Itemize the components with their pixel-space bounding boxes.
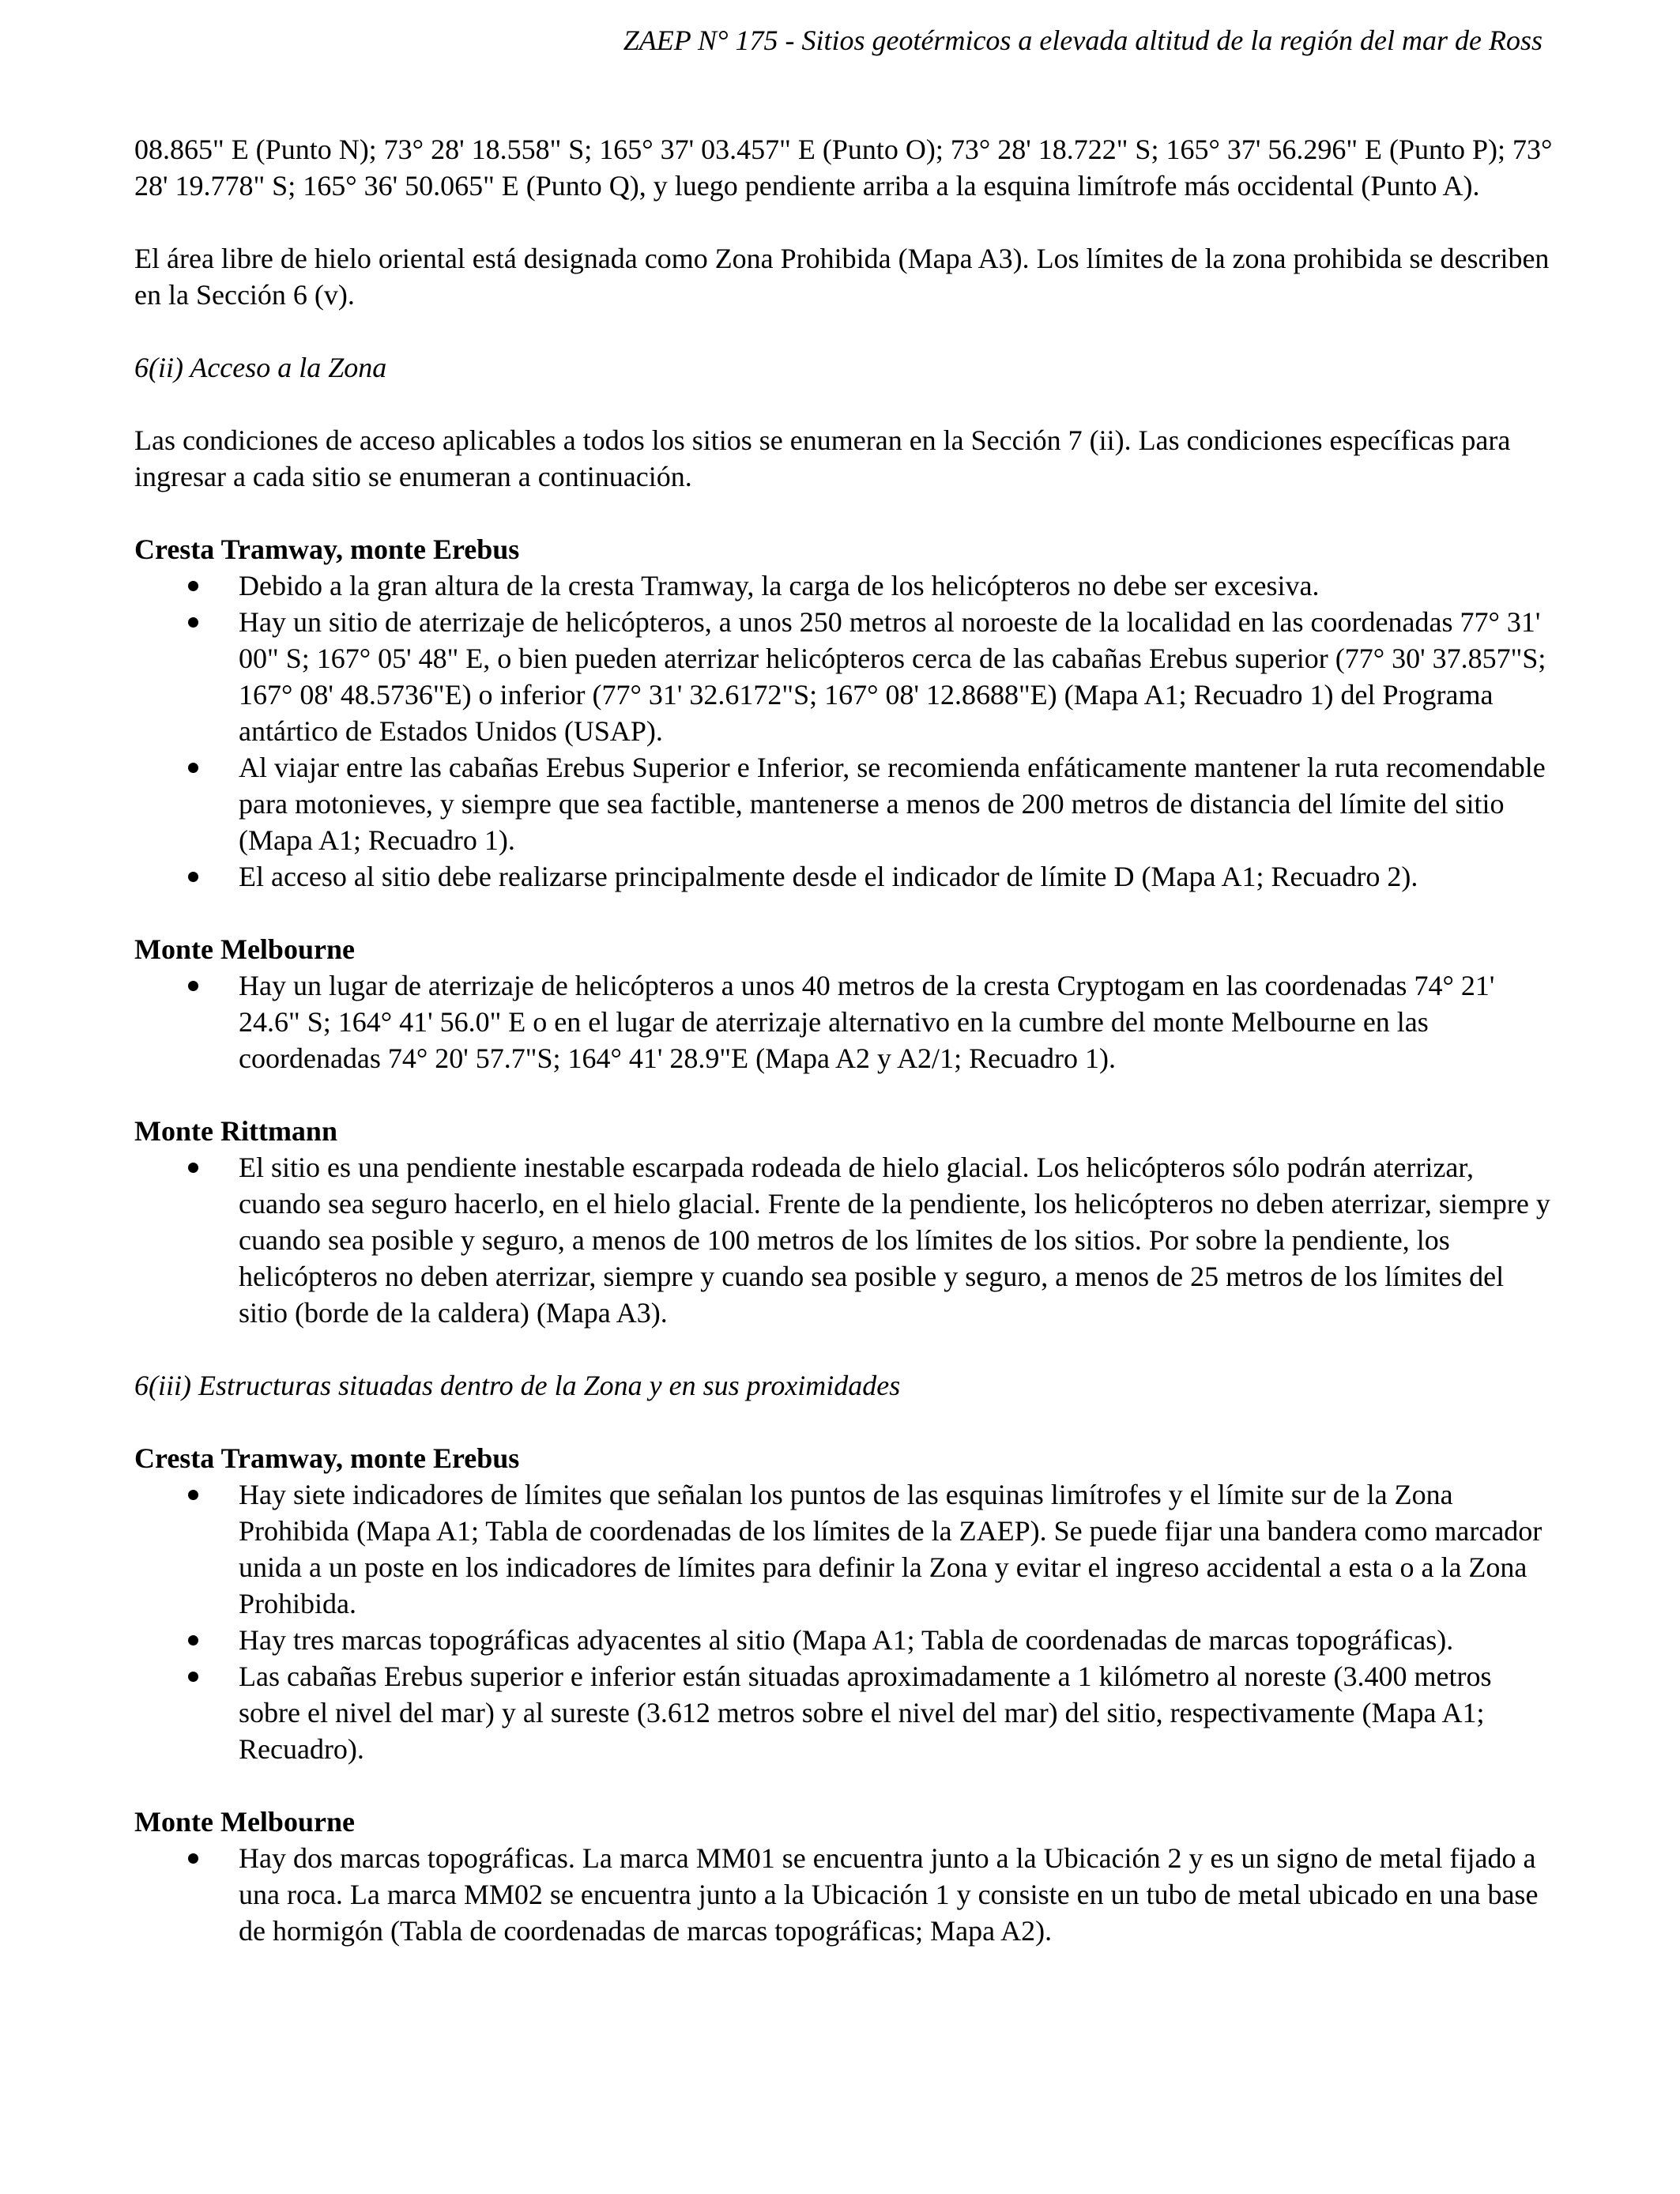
bullet-icon [188, 617, 198, 628]
list-item-text: El acceso al sitio debe realizarse principalmente desde el indicador de límite D (Mapa A1; Recuadro 2). [239, 861, 1418, 892]
list-item [134, 1840, 1557, 1949]
list-item [134, 1476, 1557, 1622]
list-item-text: Hay un lugar de aterrizaje de helicópteros a unos 40 metros de la cresta Cryptogam en las coordenadas 74° 21' 24.6" S; 164° 41' 56.0" E o en el lugar de aterrizaje alternativo en la cumbre del monte Melbourne en las coordenadas 74° 20' 57.7"S; 164° 41' 28.9"E (Mapa A2 y A2/1; Recuadro 1). [239, 970, 1495, 1074]
paragraph-boundary-points: 08.865" E (Punto N); 73° 28' 18.558" S; 165° 37' 03.457" E (Punto O); 73° 28' 18.722" S; 165° 37' 56.296" E (Punto P); 73° 28' 19.778" S; 165° 36' 50.065" E (Punto Q), y luego pendiente arriba a la esquina limítrofe más occidental (Punto A). [134, 134, 1553, 202]
bullet-icon [188, 1853, 198, 1864]
list-item-text: Al viajar entre las cabañas Erebus Superior e Inferior, se recomienda enfáticamente mantener la ruta recomendable para motonieves, y siempre que sea factible, mantenerse a menos de 200 metros de distancia del límite del sitio (Mapa A1; Recuadro 1). [239, 752, 1546, 856]
bullet-icon [188, 981, 198, 991]
bullet-icon [188, 581, 198, 591]
list-item [134, 858, 1557, 895]
bullet-icon [188, 1490, 198, 1500]
list-item-text: Hay siete indicadores de límites que señalan los puntos de las esquinas limítrofes y el límite sur de la Zona Prohibida (Mapa A1; Tabla de coordenadas de los límites de la ZAEP). Se puede fijar una bandera como marcador unida a un poste en los indicadores de límites para definir la Zona y evitar el ingreso accidental a esta o a la Zona Prohibida. [239, 1479, 1543, 1619]
structures-site-melbourne [134, 1804, 1557, 1949]
access-site-rittmann [134, 1113, 1557, 1331]
paragraph-access-intro: Las condiciones de acceso aplicables a todos los sitios se enumeran en la Sección 7 (ii). Las condiciones específicas para ingresar a cada sitio se enumeran a continuación. [134, 424, 1511, 492]
paragraph-prohibited-zone: El área libre de hielo oriental está designada como Zona Prohibida (Mapa A3). Los límites de la zona prohibida se describen en la Sección 6 (v). [134, 243, 1550, 311]
site-heading: Monte Melbourne [134, 1806, 355, 1838]
list-item-text: Las cabañas Erebus superior e inferior están situadas aproximadamente a 1 kilómetro al noreste (3.400 metros sobre el nivel del mar) y al sureste (3.612 metros sobre el nivel del mar) del sitio, respectivamente (Mapa A1; Recuadro). [239, 1661, 1492, 1765]
bullet-list [134, 567, 1557, 895]
list-item [134, 749, 1557, 858]
list-item [134, 567, 1557, 604]
list-item [134, 967, 1557, 1076]
access-site-melbourne [134, 931, 1557, 1076]
list-item-text: El sitio es una pendiente inestable escarpada rodeada de hielo glacial. Los helicópteros sólo podrán aterrizar, cuando sea seguro hacerlo, en el hielo glacial. Frente de la pendiente, los helicópteros no deben aterrizar, siempre y cuando sea posible y seguro, a menos de 100 metros de los límites de los sitios. Por sobre la pendiente, los helicópteros no deben aterrizar, siempre y cuando sea posible y seguro, a menos de 25 metros de los límites del sitio (borde de la caldera) (Mapa A3). [239, 1152, 1550, 1329]
list-item [134, 604, 1557, 749]
list-item [134, 1149, 1557, 1331]
document-body [134, 131, 1557, 1985]
list-item-text: Hay dos marcas topográficas. La marca MM01 se encuentra junto a la Ubicación 2 y es un signo de metal fijado a una roca. La marca MM02 se encuentra junto a la Ubicación 1 y consiste en un tubo de metal ubicado en una base de hormigón (Tabla de coordenadas de marcas topográficas; Mapa A2). [239, 1842, 1539, 1947]
bullet-icon [188, 872, 198, 882]
bullet-icon [188, 763, 198, 773]
section-heading-structures: 6(iii) Estructuras situadas dentro de la Zona y en sus proximidades [134, 1370, 901, 1401]
site-heading: Monte Melbourne [134, 933, 355, 965]
list-item-text: Debido a la gran altura de la cresta Tramway, la carga de los helicópteros no debe ser excesiva. [239, 570, 1320, 601]
site-heading: Monte Rittmann [134, 1115, 337, 1147]
access-site-tramway [134, 531, 1557, 895]
bullet-list [134, 1476, 1557, 1767]
bullet-list [134, 967, 1557, 1076]
structures-site-tramway [134, 1440, 1557, 1767]
bullet-list [134, 1840, 1557, 1949]
list-item-text: Hay tres marcas topográficas adyacentes al sitio (Mapa A1; Tabla de coordenadas de marcas topográficas). [239, 1624, 1454, 1656]
bullet-icon [188, 1163, 198, 1173]
page-header: ZAEP N° 175 - Sitios geotérmicos a elevada altitud de la región del mar de Ross [623, 25, 1543, 56]
list-item [134, 1622, 1557, 1658]
list-item [134, 1658, 1557, 1767]
bullet-list [134, 1149, 1557, 1331]
bullet-icon [188, 1635, 198, 1646]
bullet-icon [188, 1672, 198, 1682]
site-heading: Cresta Tramway, monte Erebus [134, 533, 520, 565]
list-item-text: Hay un sitio de aterrizaje de helicópteros, a unos 250 metros al noroeste de la localidad en las coordenadas 77° 31' 00" S; 167° 05' 48" E, o bien pueden aterrizar helicópteros cerca de las cabañas Erebus superior (77° 30' 37.857"S; 167° 08' 48.5736"E) o inferior (77° 31' 32.6172"S; 167° 08' 12.8688"E) (Mapa A1; Recuadro 1) del Programa antártico de Estados Unidos (USAP). [239, 606, 1546, 747]
site-heading: Cresta Tramway, monte Erebus [134, 1442, 520, 1474]
section-heading-access: 6(ii) Acceso a la Zona [134, 352, 387, 383]
